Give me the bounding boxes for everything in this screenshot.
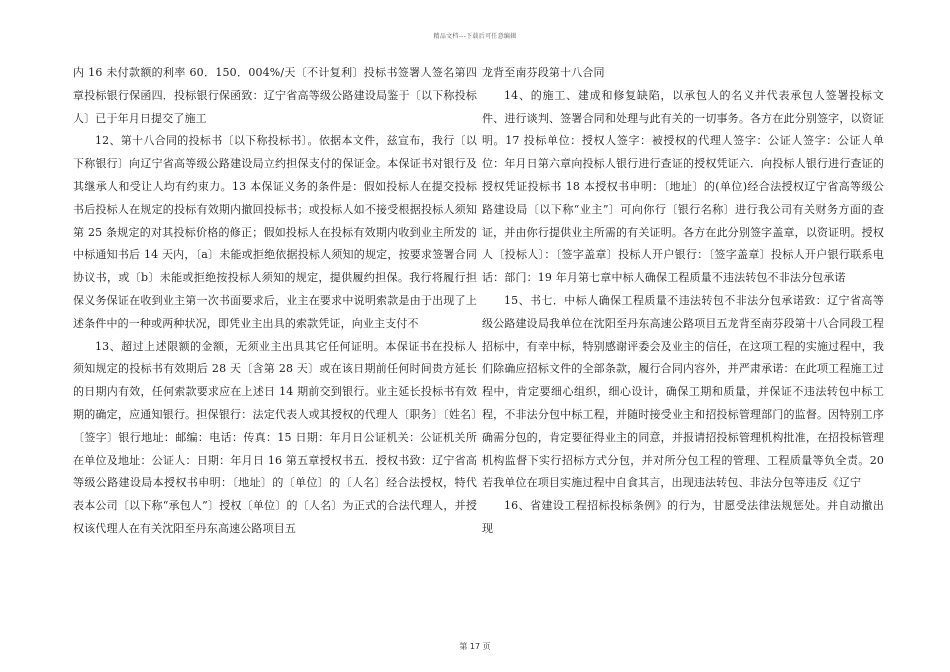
paragraph: 龙背至南芬段第十八合同 [482, 66, 605, 79]
paragraph: 15、书七．中标人确保工程质量不违法转包不非法分包承诺致：辽宁省高等级公路建设局我单位在沈阳至丹东高速公路项目五龙背至南芬段第十八合同段工程招标中，有幸中标，特别感谢评委会及业主的信任，在这项工程的实施过程中，我们除确应招标文件的全部条款，履行合同内容外，并严肃承诺：在此项工程施工过程中，肯定要细心组织，细心设计，确保工期和质量，并保证不违法转包中标工程，不非法分包中标工程，并随时接受业主和招投标管理部门的监督。因特别工序确需分包的，肯定要征得业主的同意，并报请招投标管理机构批准，在招投标管理机构监督下实行招标方式分包，并对所分包工程的管理、工程质量等负全责。20 若我单位在项目实施过程中自食其言，出现违法转包、非法分包等违反《辽宁 [482, 293, 884, 490]
right-column [482, 62, 884, 541]
paragraph: 内 16 未付款额的利率 60．150．004%/天〔不计复利〕投标书签署人签名第四章投标银行保函四．投标银行保函致：辽宁省高等级公路建设局鉴于〔以下称投标人〕已于年月日提交了施工 [73, 66, 477, 125]
paragraph: 12、第十八合同的投标书〔以下称投标书〕。依据本文件，兹宣布，我行〔以下称银行〕向辽宁省高等级公路建设局立约担保支付的保证金。本保证书对银行及其继承人和受让人均有约束力。13 本保证义务的条件是：假如投标人在提交投标书后投标人在规定的投标有效期内撤回投标书；或投标人如不接受根据投标人须知第 25 条规定的对其投标价格的修正；假如投标人在投标有效期内收到业主所发的中标通知书后 14 天内，〔a〕未能或拒绝依据投标人须知的规定，按要求签署合同协议书，或〔b〕未能或拒绝按投标人须知的规定，提供履约担保。我行将履行担保义务保证在收到业主第一次书面要求后，业主在要求中说明索款是由于出现了上述条件中的一种或两种状况，即凭业主出具的索款凭证，向业主支付不 [73, 134, 477, 330]
paragraph: 16、省建设工程招标投标条例》的行为，甘愿受法律法规惩处。并自动撤出现 [482, 499, 884, 535]
paragraph: 13、超过上述限额的金额，无须业主出具其它任何证明。本保证书在投标人须知规定的投标书有效期后 28 天〔含第 28 天〕或在该日期前任何时间贵方延长的日期内有效，任何索款要求应在上述日 14 期前交到银行。业主延长投标书有效期的确定，应通知银行。担保银行：法定代表人或其授权的代理人〔职务〕〔姓名〕〔签字〕银行地址：邮编：电话：传真：15 日期：年月日公证机关：公证机关所在单位及地址：公证人：日期：年月日 16 第五章授权书五．授权书致：辽宁省高等级公路建设局本授权书申明：〔地址〕的〔单位〕的〔人名〕经合法授权，特代表本公司〔以下称“承包人”〕授权〔单位〕的〔人名〕为正式的合法代理人，并授权该代理人在有关沈阳至丹东高速公路项目五 [73, 339, 477, 535]
left-column [73, 62, 477, 541]
paragraph: 14、的施工、建成和修复缺陷，以承包人的名义并代表承包人签署投标文件、进行谈判、签署合同和处理与此有关的一切事务。各方在此分别签字，以资证明。17 投标单位：授权人签字：被授权的代理人签字：公证人签字：公证人单位：年月日第六章向投标人银行进行查证的授权凭证六．向投标人银行进行查证的授权凭证投标书 18 本授权书申明：〔地址〕的(单位)经合法授权辽宁省高等级公路建设局〔以下称“业主”〕可向你行〔银行名称〕进行我公司有关财务方面的查证，并由你行提供业主所需的有关证明。各方在此分别签字盖章，以资证明。授权人〔投标人〕：〔签字盖章〕投标人开户银行：〔签字盖章〕投标人开户银行联系电话：部门：19 年月第七章中标人确保工程质量不违法转包不非法分包承诺 [482, 88, 884, 285]
page-header: 精品文档---下载后可任意编辑 [433, 33, 517, 40]
page-number: 第 17 页 [459, 642, 491, 651]
